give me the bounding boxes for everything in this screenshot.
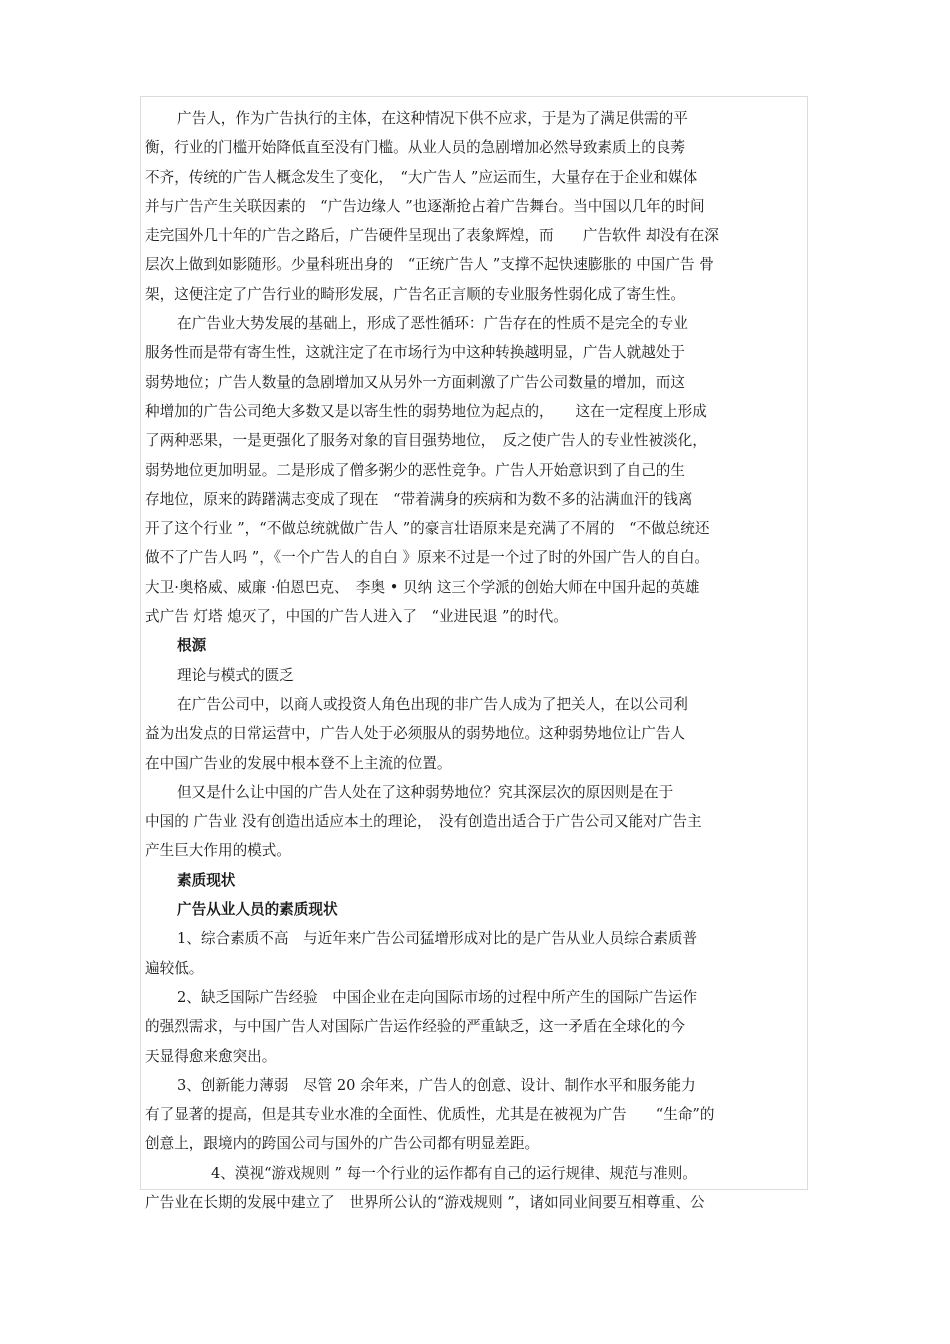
- text-line: 1、综合素质不高 与近年来广告公司猛增形成对比的是广告从业人员综合素质普: [177, 930, 698, 948]
- section-heading: 根源: [177, 637, 207, 655]
- text-line: 3、创新能力薄弱 尽管 20 余年来，广告人的创意、设计、制作水平和服务能力: [177, 1076, 696, 1094]
- text-line: 中国的 广告业 没有创造出适应本土的理论， 没有创造出适合于广告公司又能对广告主: [145, 813, 702, 831]
- text-line: 并与广告产生关联因素的 “广告边缘人 ”也逐渐抢占着广告舞台。当中国以几年的时间: [145, 197, 705, 215]
- text-line: 弱势地位更加明显。二是形成了僧多粥少的恶性竞争。广告人开始意识到了自己的生: [145, 461, 685, 479]
- text-line: 2、缺乏国际广告经验 中国企业在走向国际市场的过程中所产生的国际广告运作: [177, 988, 698, 1006]
- text-line: 但又是什么让中国的广告人处在了这种弱势地位？究其深层次的原因则是在于: [177, 783, 674, 801]
- text-line: 层次上做到如影随形。少量科班出身的 “正统广告人 ”支撑不起快速膨胀的 中国广告 骨: [145, 256, 714, 274]
- text-line: 大卫·奥格威、威廉 ·伯恩巴克、 李奥 • 贝纳 这三个学派的创始大师在中国升起的英雄: [145, 578, 700, 596]
- text-line: 服务性而是带有寄生性，这就注定了在市场行为中这种转换越明显，广告人就越处于: [145, 344, 685, 362]
- text-line: 广告业在长期的发展中建立了 世界所公认的“游戏规则 ”，诸如同业间要互相尊重、公: [145, 1193, 705, 1211]
- text-line: 创意上，跟境内的跨国公司与国外的广告公司都有明显差距。: [145, 1135, 540, 1153]
- text-line: 式广告 灯塔 熄灭了，中国的广告人进入了 “业进民退 ”的时代。: [145, 608, 568, 626]
- text-line: 遍较低。: [145, 959, 204, 977]
- document-body: [145, 104, 807, 1217]
- text-line: 天显得愈来愈突出。: [145, 1047, 277, 1065]
- text-line: 弱势地位；广告人数量的急剧增加又从另外一方面刺激了广告公司数量的增加，而这: [145, 373, 685, 391]
- section-heading: 广告从业人员的素质现状: [177, 901, 338, 919]
- text-line: 做不了广告人吗 ”，《一个广告人的自白 》原来不过是一个过了时的外国广告人的自白。: [145, 549, 710, 567]
- text-line: 理论与模式的匮乏: [177, 666, 294, 684]
- text-line: 走完国外几十年的广告之路后，广告硬件呈现出了表象辉煌，而 广告软件 却没有在深: [145, 227, 719, 245]
- text-line: 在广告业大势发展的基础上，形成了恶性循环：广告存在的性质不是完全的专业: [177, 315, 688, 333]
- text-line: 架，这便注定了广告行业的畸形发展，广告名正言顺的专业服务性弱化成了寄生性。: [145, 285, 685, 303]
- text-line: 在广告公司中，以商人或投资人角色出现的非广告人成为了把关人，在以公司利: [177, 695, 688, 713]
- text-line: 在中国广告业的发展中根本登不上主流的位置。: [145, 754, 452, 772]
- text-line: 广告人，作为广告执行的主体，在这种情况下供不应求，于是为了满足供需的平: [177, 110, 688, 127]
- document-frame: [140, 96, 808, 1211]
- text-line: 衡，行业的门槛开始降低直至没有门槛。从业人员的急剧增加必然导致素质上的良莠: [145, 139, 685, 157]
- text-line: 不齐，传统的广告人概念发生了变化， “大广告人 ”应运而生，大量存在于企业和媒体: [145, 168, 698, 186]
- text-line: 4、漠视“游戏规则 ” 每一个行业的运作都有自己的运行规律、规范与准则。: [211, 1164, 697, 1182]
- section-heading: 素质现状: [177, 871, 236, 889]
- text-line: 种增加的广告公司绝大多数又是以寄生性的弱势地位为起点的， 这在一定程度上形成: [145, 402, 707, 420]
- text-line: 产生巨大作用的模式。: [145, 842, 291, 860]
- text-line: 存地位，原来的踌躇满志变成了现在 “带着满身的疾病和为数不多的沾满血汗的钱离: [145, 490, 693, 508]
- text-line: 开了这个行业 ”，“不做总统就做广告人 ”的豪言壮语原来是充满了不屑的 “不做总统还: [145, 520, 710, 538]
- text-line: 益为出发点的日常运营中，广告人处于必须服从的弱势地位。这种弱势地位让广告人: [145, 725, 685, 743]
- text-line: 的强烈需求，与中国广告人对国际广告运作经验的严重缺乏，这一矛盾在全球化的今: [145, 1018, 685, 1036]
- text-line: 有了显著的提高，但是其专业水准的全面性、优质性，尤其是在被视为广告 “生命”的: [145, 1106, 715, 1124]
- text-line: 了两种恶果，一是更强化了服务对象的盲目强势地位， 反之使广告人的专业性被淡化，: [145, 432, 707, 450]
